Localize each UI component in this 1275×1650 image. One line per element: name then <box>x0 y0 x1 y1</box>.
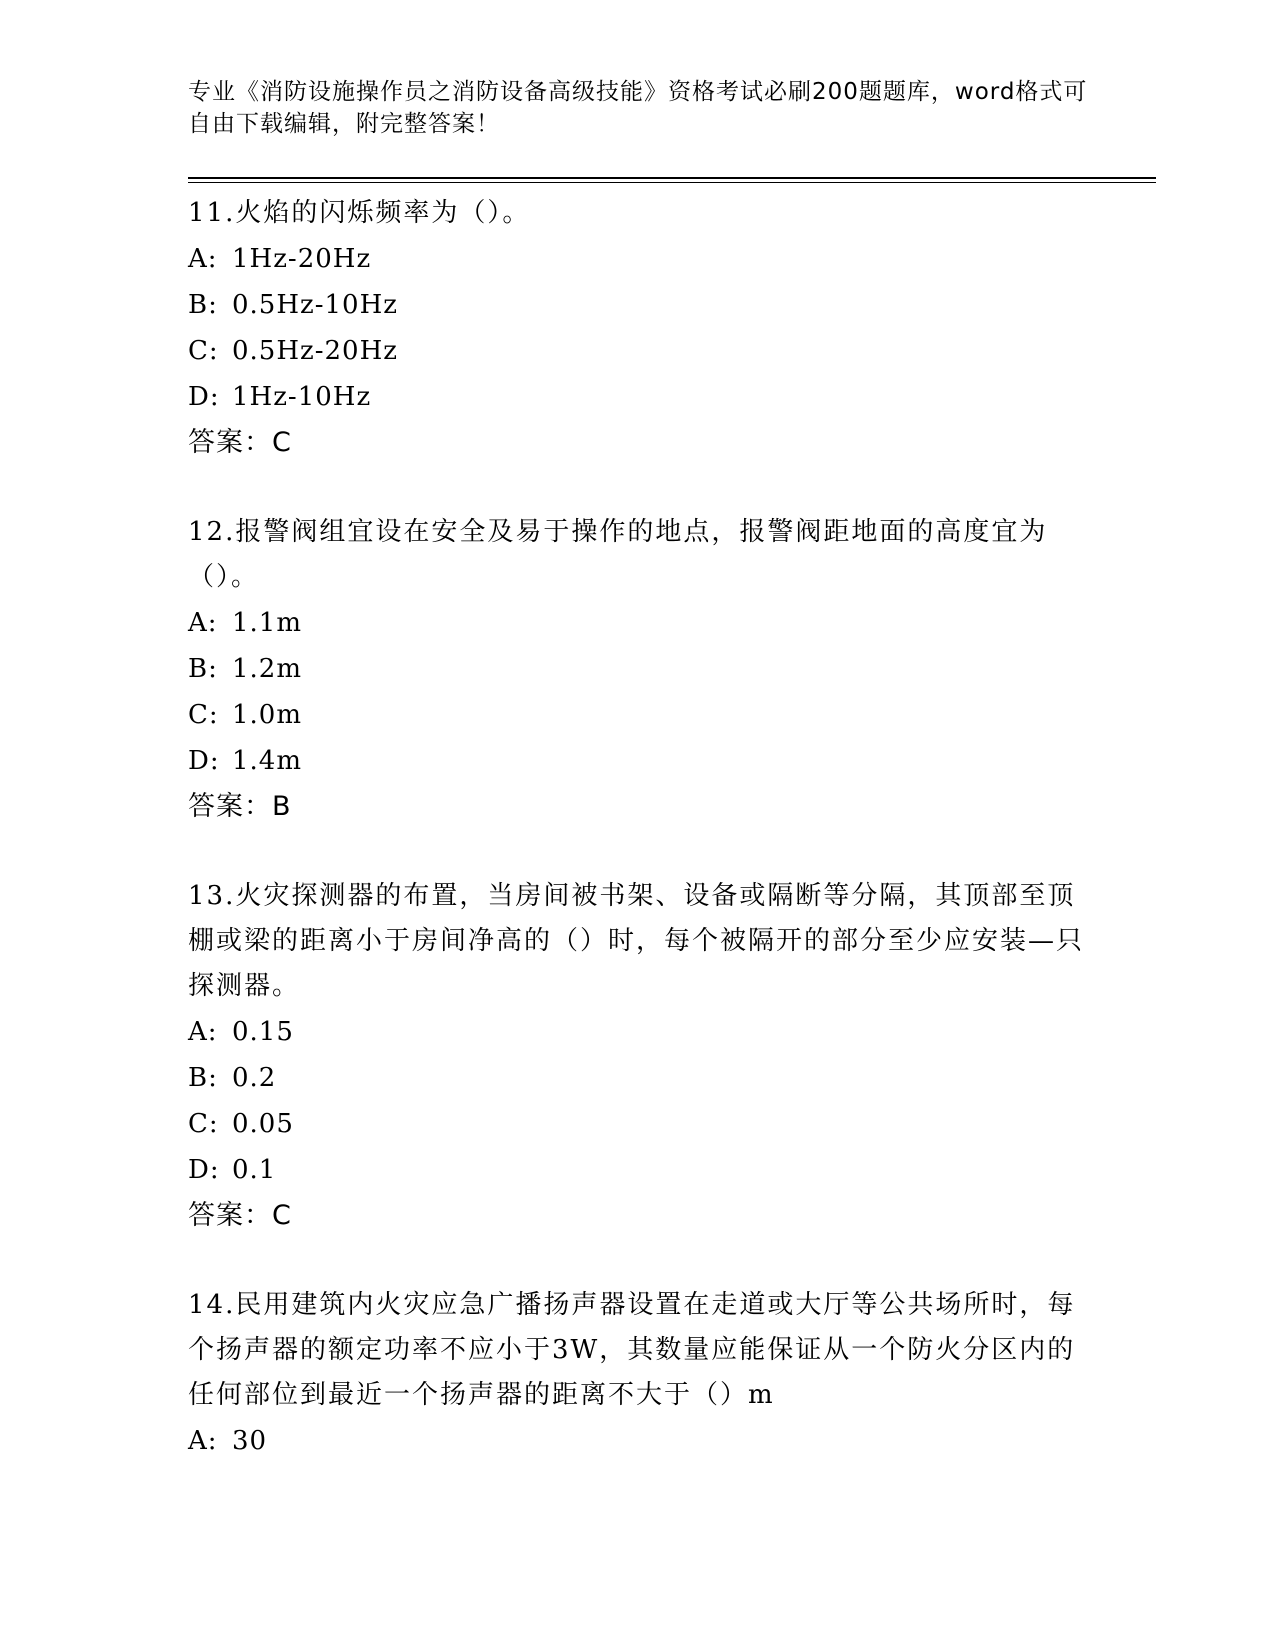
option-text: 0.5Hz-20Hz <box>232 336 398 366</box>
question-list <box>188 191 1088 1508</box>
option-letter: A: <box>188 1017 218 1047</box>
option-letter: B: <box>188 290 218 320</box>
question-14 <box>188 1283 1088 1464</box>
option-text: 30 <box>232 1426 268 1456</box>
answer-line: 答案：B <box>188 791 292 822</box>
option-c <box>188 1101 1088 1147</box>
option-b <box>188 1055 1088 1101</box>
option-a <box>188 1009 1088 1055</box>
option-c <box>188 692 1088 738</box>
option-d <box>188 738 1088 784</box>
option-letter: A: <box>188 244 218 274</box>
option-letter: C: <box>188 700 219 730</box>
option-b <box>188 282 1088 328</box>
option-letter: D: <box>188 1155 220 1185</box>
option-a <box>188 236 1088 282</box>
option-letter: C: <box>188 336 219 366</box>
answer-line: 答案：C <box>188 427 292 458</box>
question-stem: 11.火焰的闪烁频率为（）。 <box>188 198 531 228</box>
question-13 <box>188 874 1088 1239</box>
answer-line: 答案：C <box>188 1200 292 1231</box>
option-a <box>188 1418 1088 1464</box>
option-d <box>188 1147 1088 1193</box>
option-text: 1.4m <box>232 746 303 776</box>
option-c <box>188 328 1088 374</box>
option-text: 0.5Hz-10Hz <box>232 290 398 320</box>
header-divider-thin <box>188 182 1156 183</box>
option-text: 1.1m <box>232 608 303 638</box>
header-divider <box>188 177 1156 179</box>
option-text: 1.0m <box>232 700 303 730</box>
question-stem: 14.民用建筑内火灾应急广播扬声器设置在走道或大厅等公共场所时，每个扬声器的额定功率不应小于3W，其数量应能保证从一个防火分区内的任何部位到最近一个扬声器的距离不大于（）m <box>188 1290 1076 1410</box>
option-letter: D: <box>188 382 220 412</box>
question-12 <box>188 510 1088 830</box>
option-text: 0.15 <box>232 1017 294 1047</box>
option-a <box>188 600 1088 646</box>
option-text: 0.05 <box>232 1109 294 1139</box>
document-intro: 专业《消防设施操作员之消防设备高级技能》资格考试必刷200题题库，word格式可自由下载编辑，附完整答案！ <box>188 79 1088 137</box>
option-letter: B: <box>188 1063 218 1093</box>
option-d <box>188 374 1088 420</box>
option-letter: A: <box>188 1426 218 1456</box>
option-letter: C: <box>188 1109 219 1139</box>
option-letter: D: <box>188 746 220 776</box>
question-stem: 13.火灾探测器的布置，当房间被书架、设备或隔断等分隔，其顶部至顶棚或梁的距离小于房间净高的（）时，每个被隔开的部分至少应安装—只探测器。 <box>188 881 1085 1001</box>
option-b <box>188 646 1088 692</box>
option-text: 1.2m <box>232 654 303 684</box>
question-11 <box>188 191 1088 466</box>
option-text: 1Hz-10Hz <box>232 382 372 412</box>
option-text: 0.1 <box>232 1155 277 1185</box>
option-text: 1Hz-20Hz <box>232 244 372 274</box>
option-letter: B: <box>188 654 218 684</box>
option-letter: A: <box>188 608 218 638</box>
option-text: 0.2 <box>232 1063 277 1093</box>
question-stem: 12.报警阀组宜设在安全及易于操作的地点，报警阀距地面的高度宜为（）。 <box>188 517 1048 592</box>
